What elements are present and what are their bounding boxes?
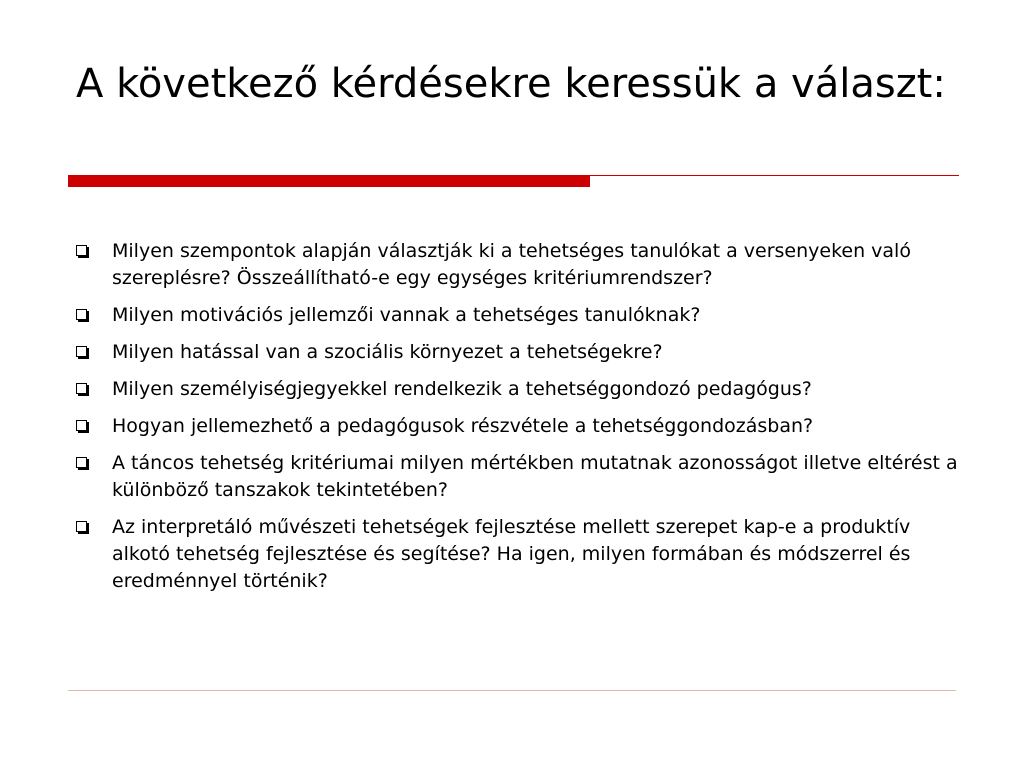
checkbox-square-icon — [76, 420, 87, 431]
list-item — [74, 339, 964, 366]
list-item — [74, 376, 964, 403]
list-item-text: Milyen szempontok alapján választják ki a tehetséges tanulókat a versenyeken való szereplésre? Összeállítható-e egy egységes kritériumrendszer? — [112, 240, 911, 289]
title-accent-bar — [68, 175, 590, 187]
list-item-text: Hogyan jellemezhető a pedagógusok részvétele a tehetséggondozásban? — [112, 415, 814, 437]
checkbox-square-icon — [76, 383, 87, 394]
checkbox-square-icon — [76, 457, 87, 468]
slide-title: A következő kérdésekre keressük a választ: — [76, 61, 946, 107]
list-item — [74, 302, 964, 329]
list-item-text: Milyen személyiségjegyekkel rendelkezik a tehetséggondozó pedagógus? — [112, 378, 812, 400]
list-item — [74, 450, 964, 504]
bullet-list — [74, 238, 964, 605]
list-item-text: Az interpretáló művészeti tehetségek fejlesztése mellett szerepet kap-e a produktív alkotó tehetség fejlesztése és segítése? Ha igen, milyen formában és módszerrel és eredménnyel történik? — [112, 516, 911, 592]
list-item-text: A táncos tehetség kritériumai milyen mértékben mutatnak azonosságot illetve eltérést a különböző tanszakok tekintetében? — [112, 452, 958, 501]
list-item-text: Milyen motivációs jellemzői vannak a tehetséges tanulóknak? — [112, 304, 701, 326]
checkbox-square-icon — [76, 245, 87, 256]
title-underline-thin — [590, 175, 959, 176]
list-item-text: Milyen hatással van a szociális környezet a tehetségekre? — [112, 341, 663, 363]
list-item — [74, 514, 964, 595]
checkbox-square-icon — [76, 521, 87, 532]
list-item — [74, 413, 964, 440]
checkbox-square-icon — [76, 346, 87, 357]
checkbox-square-icon — [76, 309, 87, 320]
footer-divider — [68, 690, 956, 691]
list-item — [74, 238, 964, 292]
